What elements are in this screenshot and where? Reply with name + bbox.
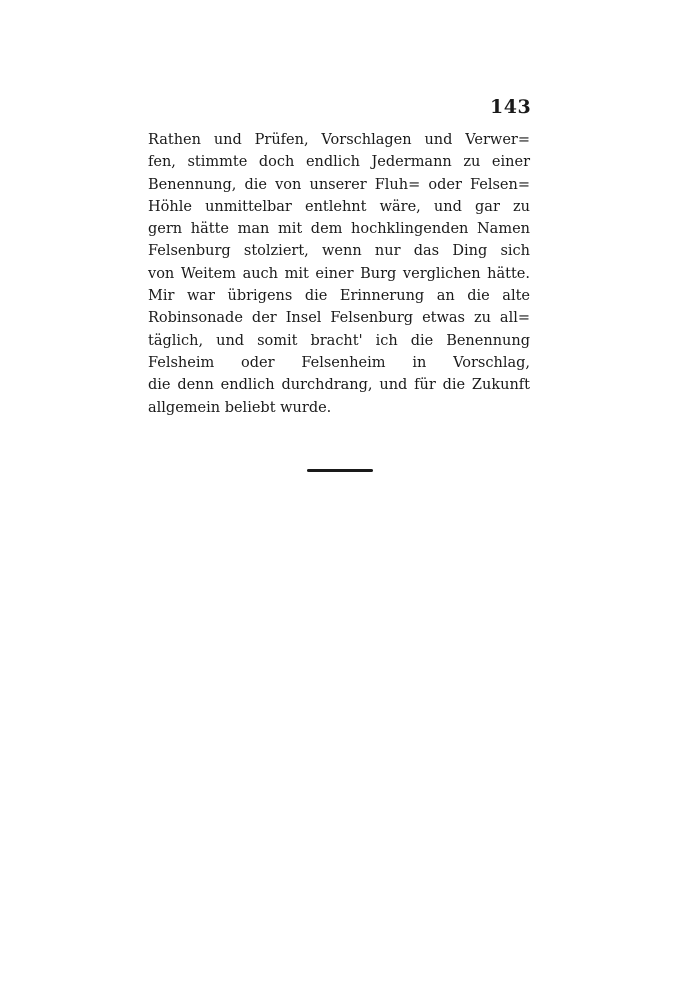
text-line: Robinsonade der Insel Felsenburg etwas zu all= xyxy=(148,310,530,327)
text-line: Felsenburg stolziert, wenn nur das Ding sich xyxy=(148,243,530,260)
body-text xyxy=(148,129,530,419)
text-line: Höhle unmittelbar entlehnt wäre, und gar zu xyxy=(148,198,530,215)
text-line: fen, stimmte doch endlich Jedermann zu einer xyxy=(148,154,530,171)
text-line: Felsheim oder Felsenheim in Vorschlag, xyxy=(148,354,530,371)
text-line: allgemein beliebt wurde. xyxy=(148,399,332,416)
text-line: die denn endlich durchdrang, und für die Zukunft xyxy=(148,377,530,394)
text-line: täglich, und somit bracht' ich die Benennung xyxy=(148,332,530,349)
page-number: 143 xyxy=(490,96,532,118)
section-divider xyxy=(307,469,373,472)
text-line: gern hätte man mit dem hochklingenden Namen xyxy=(148,221,530,238)
text-line: Rathen und Prüfen, Vorschlagen und Verwer= xyxy=(148,132,530,148)
text-line: von Weitem auch mit einer Burg verglichen hätte. xyxy=(148,265,530,282)
text-line: Benennung, die von unserer Fluh= oder Felsen= xyxy=(148,176,530,193)
text-line: Mir war übrigens die Erinnerung an die alte xyxy=(148,288,530,305)
